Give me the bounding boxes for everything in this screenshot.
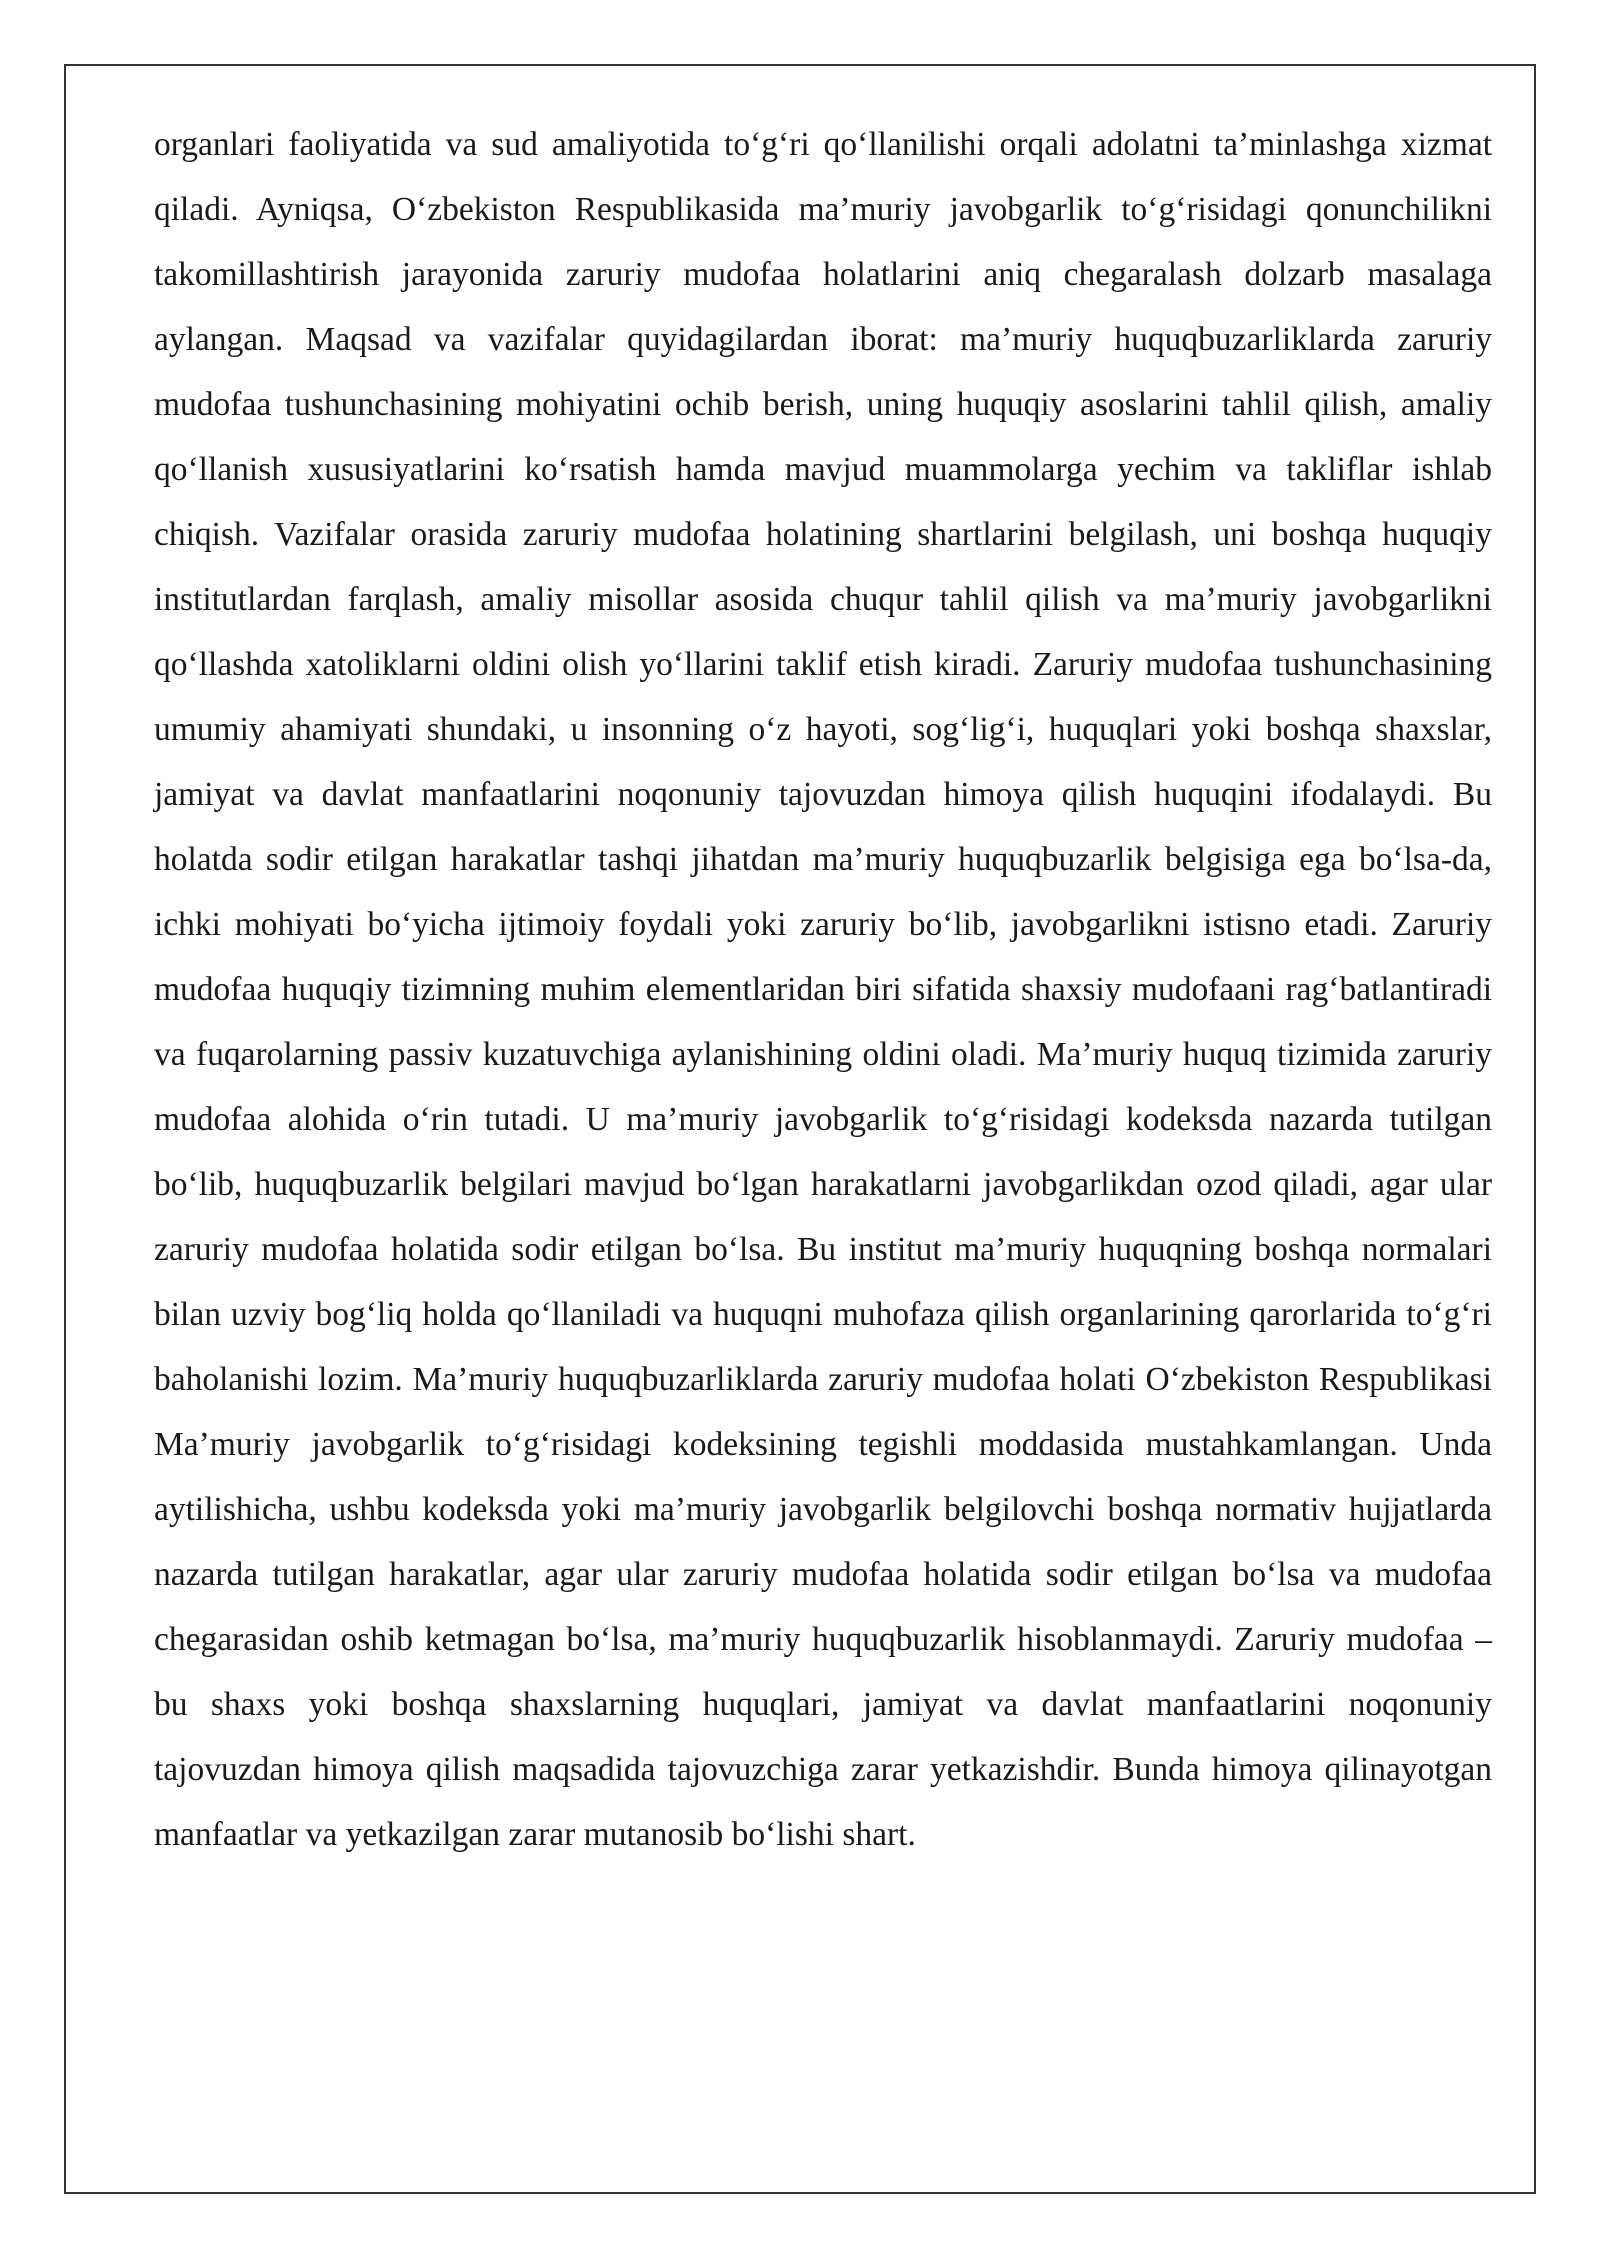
page-frame bbox=[64, 64, 1536, 2194]
body-paragraph: organlari faoliyatida va sud amaliyotida to‘g‘ri qo‘llanilishi orqali adolatni ta’minlashga xizmat qiladi. Ayniqsa, O‘zbekiston Respublikasida ma’muriy javobgarlik to‘g‘risidagi qonunchilikni takomillashtirish jarayonida zaruriy mudofaa holatlarini aniq chegaralash dolzarb masalaga aylangan. Maqsad va vazifalar quyidagilardan iborat: ma’muriy huquqbuzarliklarda zaruriy mudofaa tushunchasining mohiyatini ochib berish, uning huquqiy asoslarini tahlil qilish, amaliy qo‘llanish xususiyatlarini ko‘rsatish hamda mavjud muammolarga yechim va takliflar ishlab chiqish. Vazifalar orasida zaruriy mudofaa holatining shartlarini belgilash, uni boshqa huquqiy institutlardan farqlash, amaliy misollar asosida chuqur tahlil qilish va ma’muriy javobgarlikni qo‘llashda xatoliklarni oldini olish yo‘llarini taklif etish kiradi. Zaruriy mudofaa tushunchasining umumiy ahamiyati shundaki, u insonning o‘z hayoti, sog‘lig‘i, huquqlari yoki boshqa shaxslar, jamiyat va davlat manfaatlarini noqonuniy tajovuzdan himoya qilish huquqini ifodalaydi. Bu holatda sodir etilgan harakatlar tashqi jihatdan ma’muriy huquqbuzarlik belgisiga ega bo‘lsa-da, ichki mohiyati bo‘yicha ijtimoiy foydali yoki zaruriy bo‘lib, javobgarlikni istisno etadi. Zaruriy mudofaa huquqiy tizimning muhim elementlaridan biri sifatida shaxsiy mudofaani rag‘batlantiradi va fuqarolarning passiv kuzatuvchiga aylanishining oldini oladi. Ma’muriy huquq tizimida zaruriy mudofaa alohida o‘rin tutadi. U ma’muriy javobgarlik to‘g‘risidagi kodeksda nazarda tutilgan bo‘lib, huquqbuzarlik belgilari mavjud bo‘lgan harakatlarni javobgarlikdan ozod qiladi, agar ular zaruriy mudofaa holatida sodir etilgan bo‘lsa. Bu institut ma’muriy huquqning boshqa normalari bilan uzviy bog‘liq holda qo‘llaniladi va huquqni muhofaza qilish organlarining qarorlarida to‘g‘ri baholanishi lozim. Ma’muriy huquqbuzarliklarda zaruriy mudofaa holati O‘zbekiston Respublikasi Ma’muriy javobgarlik to‘g‘risidagi kodeksining tegishli moddasida mustahkamlangan. Unda aytilishicha, ushbu kodeksda yoki ma’muriy javobgarlik belgilovchi boshqa normativ hujjatlarda nazarda tutilgan harakatlar, agar ular zaruriy mudofaa holatida sodir etilgan bo‘lsa va mudofaa chegarasidan oshib ketmagan bo‘lsa, ma’muriy huquqbuzarlik hisoblanmaydi. Zaruriy mudofaa – bu shaxs yoki boshqa shaxslarning huquqlari, jamiyat va davlat manfaatlarini noqonuniy tajovuzdan himoya qilish maqsadida tajovuzchiga zarar yetkazishdir. Bunda himoya qilinayotgan manfaatlar va yetkazilgan zarar mutanosib bo‘lishi shart. bbox=[154, 126, 1492, 1853]
